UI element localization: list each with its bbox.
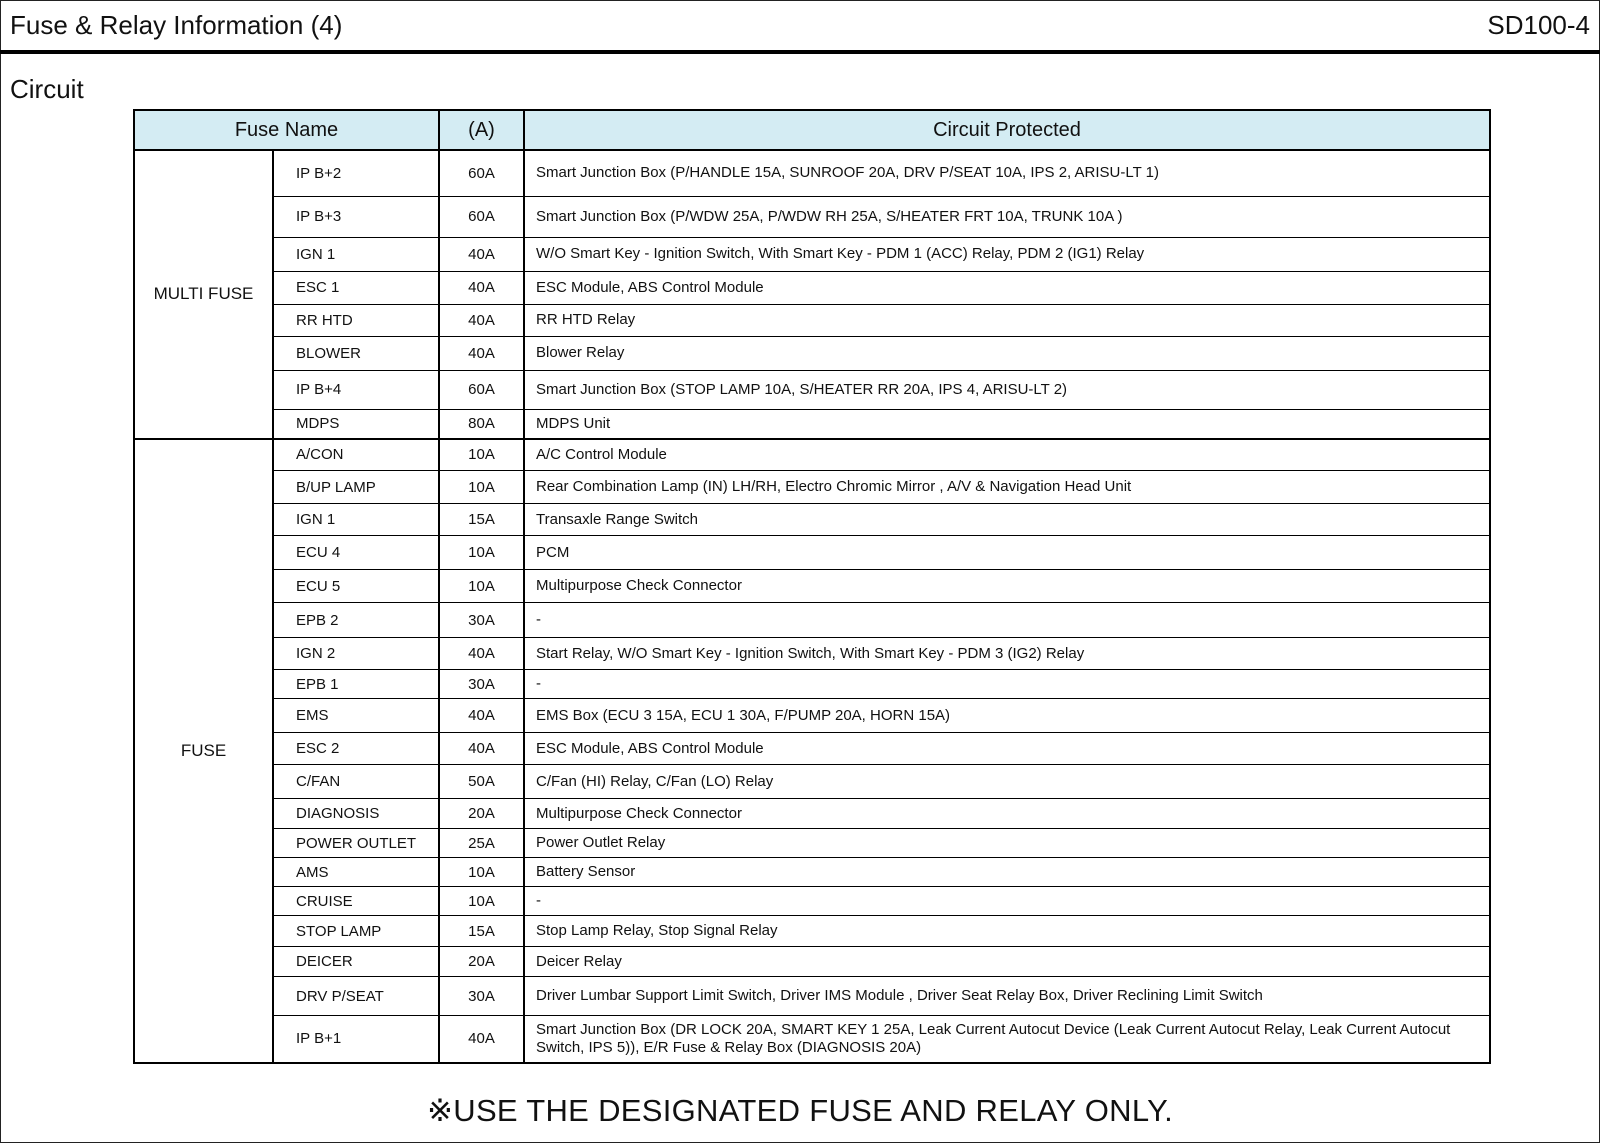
table-row <box>134 829 1490 858</box>
amperage-cell: 40A <box>439 304 524 336</box>
circuit-protected-cell: RR HTD Relay <box>524 304 1490 336</box>
page-title: Fuse & Relay Information (4) <box>10 10 343 40</box>
amperage-cell: 15A <box>439 504 524 536</box>
amperage-cell: 40A <box>439 336 524 370</box>
table-row <box>134 304 1490 336</box>
table-row <box>134 977 1490 1016</box>
circuit-protected-cell: - <box>524 670 1490 699</box>
circuit-protected-cell: Multipurpose Check Connector <box>524 799 1490 829</box>
amperage-cell: 60A <box>439 150 524 196</box>
table-row <box>134 439 1490 471</box>
circuit-protected-cell: Power Outlet Relay <box>524 829 1490 858</box>
fuse-name-cell: IGN 2 <box>273 638 439 670</box>
amperage-cell: 10A <box>439 471 524 504</box>
fuse-name-cell: ESC 2 <box>273 733 439 765</box>
amperage-cell: 60A <box>439 370 524 409</box>
amperage-cell: 40A <box>439 638 524 670</box>
table-row <box>134 271 1490 304</box>
fuse-name-cell: DEICER <box>273 947 439 977</box>
table-row <box>134 237 1490 271</box>
fuse-table-body <box>134 150 1490 1063</box>
page-code: SD100-4 <box>1487 10 1590 40</box>
column-header-fuse-name: Fuse Name <box>134 110 439 150</box>
circuit-protected-cell: Multipurpose Check Connector <box>524 570 1490 603</box>
amperage-cell: 15A <box>439 916 524 947</box>
fuse-name-cell: ECU 5 <box>273 570 439 603</box>
table-row <box>134 858 1490 887</box>
circuit-protected-cell: W/O Smart Key - Ignition Switch, With Smart Key - PDM 1 (ACC) Relay, PDM 2 (IG1) Relay <box>524 237 1490 271</box>
fuse-name-cell: POWER OUTLET <box>273 829 439 858</box>
amperage-cell: 60A <box>439 196 524 237</box>
fuse-name-cell: RR HTD <box>273 304 439 336</box>
fuse-group-label: MULTI FUSE <box>134 150 273 439</box>
table-row <box>134 799 1490 829</box>
table-row <box>134 699 1490 733</box>
circuit-protected-cell: Driver Lumbar Support Limit Switch, Driver IMS Module , Driver Seat Relay Box, Driver Reclining Limit Switch <box>524 977 1490 1016</box>
table-row <box>134 887 1490 916</box>
amperage-cell: 30A <box>439 603 524 638</box>
fuse-name-cell: IP B+4 <box>273 370 439 409</box>
fuse-name-cell: BLOWER <box>273 336 439 370</box>
amperage-cell: 40A <box>439 699 524 733</box>
column-header-circuit-protected: Circuit Protected <box>524 110 1490 150</box>
amperage-cell: 10A <box>439 858 524 887</box>
fuse-group-label: FUSE <box>134 439 273 1063</box>
fuse-name-cell: EPB 1 <box>273 670 439 699</box>
amperage-cell: 20A <box>439 947 524 977</box>
table-row <box>134 471 1490 504</box>
amperage-cell: 10A <box>439 887 524 916</box>
table-row <box>134 336 1490 370</box>
fuse-name-cell: A/CON <box>273 439 439 471</box>
circuit-protected-cell: Blower Relay <box>524 336 1490 370</box>
fuse-name-cell: CRUISE <box>273 887 439 916</box>
table-row <box>134 1016 1490 1063</box>
fuse-name-cell: DIAGNOSIS <box>273 799 439 829</box>
table-row <box>134 765 1490 799</box>
amperage-cell: 30A <box>439 670 524 699</box>
fuse-name-cell: ESC 1 <box>273 271 439 304</box>
table-row <box>134 570 1490 603</box>
column-header-amperage: (A) <box>439 110 524 150</box>
circuit-protected-cell: Transaxle Range Switch <box>524 504 1490 536</box>
amperage-cell: 25A <box>439 829 524 858</box>
fuse-name-cell: B/UP LAMP <box>273 471 439 504</box>
circuit-protected-cell: C/Fan (HI) Relay, C/Fan (LO) Relay <box>524 765 1490 799</box>
circuit-protected-cell: EMS Box (ECU 3 15A, ECU 1 30A, F/PUMP 20A, HORN 15A) <box>524 699 1490 733</box>
fuse-table <box>133 109 1491 1064</box>
circuit-protected-cell: ESC Module, ABS Control Module <box>524 271 1490 304</box>
fuse-name-cell: AMS <box>273 858 439 887</box>
circuit-protected-cell: Deicer Relay <box>524 947 1490 977</box>
fuse-name-cell: IGN 1 <box>273 237 439 271</box>
amperage-cell: 80A <box>439 409 524 439</box>
table-row <box>134 409 1490 439</box>
table-row <box>134 638 1490 670</box>
circuit-protected-cell: Stop Lamp Relay, Stop Signal Relay <box>524 916 1490 947</box>
circuit-protected-cell: ESC Module, ABS Control Module <box>524 733 1490 765</box>
circuit-protected-cell: Battery Sensor <box>524 858 1490 887</box>
fuse-name-cell: EPB 2 <box>273 603 439 638</box>
fuse-name-cell: IP B+3 <box>273 196 439 237</box>
fuse-name-cell: MDPS <box>273 409 439 439</box>
fuse-name-cell: EMS <box>273 699 439 733</box>
amperage-cell: 10A <box>439 570 524 603</box>
circuit-protected-cell: Rear Combination Lamp (IN) LH/RH, Electro Chromic Mirror , A/V & Navigation Head Unit <box>524 471 1490 504</box>
table-row <box>134 916 1490 947</box>
designated-fuse-notice: ※USE THE DESIGNATED FUSE AND RELAY ONLY. <box>426 1093 1173 1128</box>
circuit-protected-cell: - <box>524 887 1490 916</box>
amperage-cell: 40A <box>439 271 524 304</box>
table-header-row <box>134 110 1490 150</box>
amperage-cell: 40A <box>439 733 524 765</box>
circuit-protected-cell: Start Relay, W/O Smart Key - Ignition Switch, With Smart Key - PDM 3 (IG2) Relay <box>524 638 1490 670</box>
amperage-cell: 30A <box>439 977 524 1016</box>
circuit-protected-cell: A/C Control Module <box>524 439 1490 471</box>
table-row <box>134 536 1490 570</box>
fuse-name-cell: C/FAN <box>273 765 439 799</box>
table-row <box>134 670 1490 699</box>
amperage-cell: 10A <box>439 536 524 570</box>
circuit-protected-cell: Smart Junction Box (P/WDW 25A, P/WDW RH 25A, S/HEATER FRT 10A, TRUNK 10A ) <box>524 196 1490 237</box>
circuit-protected-cell: - <box>524 603 1490 638</box>
amperage-cell: 10A <box>439 439 524 471</box>
table-row <box>134 370 1490 409</box>
table-row <box>134 504 1490 536</box>
table-row <box>134 196 1490 237</box>
table-row <box>134 603 1490 638</box>
circuit-protected-cell: MDPS Unit <box>524 409 1490 439</box>
circuit-protected-cell: Smart Junction Box (STOP LAMP 10A, S/HEATER RR 20A, IPS 4, ARISU-LT 2) <box>524 370 1490 409</box>
fuse-name-cell: ECU 4 <box>273 536 439 570</box>
amperage-cell: 40A <box>439 237 524 271</box>
amperage-cell: 20A <box>439 799 524 829</box>
fuse-name-cell: DRV P/SEAT <box>273 977 439 1016</box>
fuse-name-cell: IP B+1 <box>273 1016 439 1063</box>
fuse-name-cell: IP B+2 <box>273 150 439 196</box>
fuse-name-cell: IGN 1 <box>273 504 439 536</box>
circuit-protected-cell: Smart Junction Box (P/HANDLE 15A, SUNROOF 20A, DRV P/SEAT 10A, IPS 2, ARISU-LT 1) <box>524 150 1490 196</box>
circuit-protected-cell: PCM <box>524 536 1490 570</box>
circuit-protected-cell: Smart Junction Box (DR LOCK 20A, SMART KEY 1 25A, Leak Current Autocut Device (Leak Current Autocut Relay, Leak Current Autocut Switch, IPS 5)), E/R Fuse & Relay Box (DIAGNOSIS 20A) <box>524 1016 1490 1063</box>
page-header <box>0 0 1600 54</box>
section-title: Circuit <box>10 74 84 104</box>
table-row <box>134 733 1490 765</box>
table-row <box>134 947 1490 977</box>
amperage-cell: 50A <box>439 765 524 799</box>
table-row <box>134 150 1490 196</box>
amperage-cell: 40A <box>439 1016 524 1063</box>
fuse-name-cell: STOP LAMP <box>273 916 439 947</box>
